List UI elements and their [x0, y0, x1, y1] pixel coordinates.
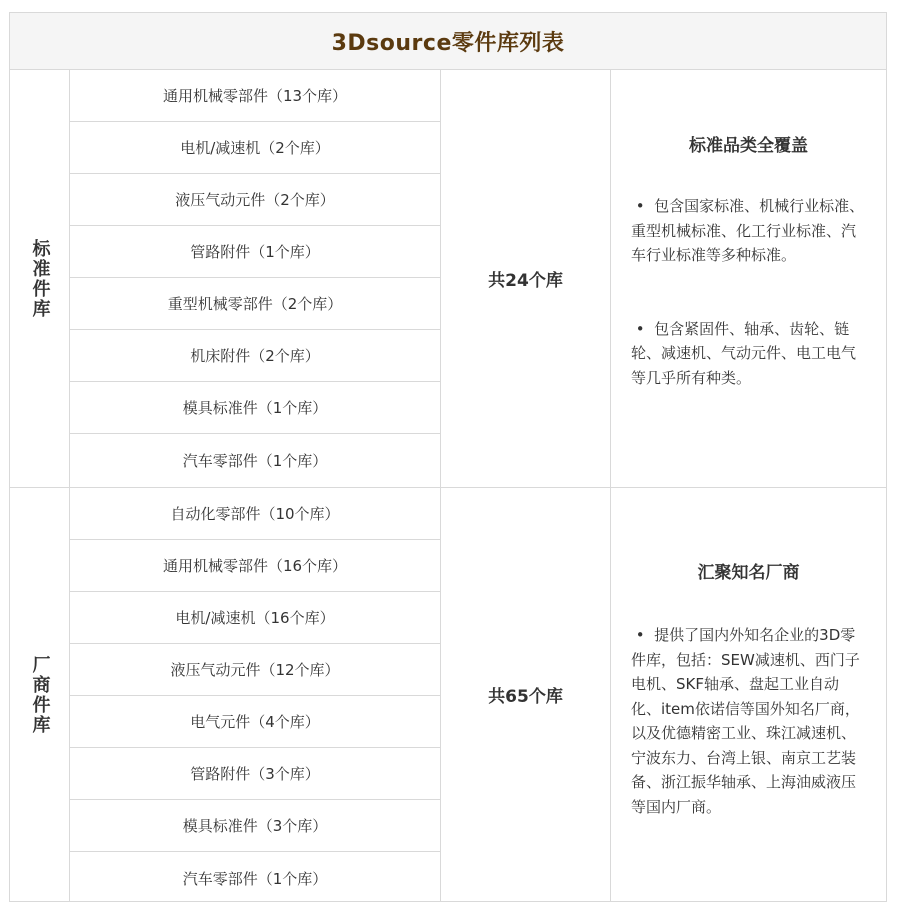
list-item: 通用机械零部件（16个库） [70, 540, 440, 592]
category-cell-vendor [10, 488, 70, 901]
total-cell-standard [441, 70, 611, 487]
category-label: 厂商件库 [29, 654, 51, 735]
list-item: 重型机械零部件（2个库） [70, 278, 440, 330]
list-item: 通用机械零部件（13个库） [70, 70, 440, 122]
list-item: 管路附件（1个库） [70, 226, 440, 278]
item-list-vendor [70, 488, 441, 901]
category-label: 标准件库 [29, 238, 51, 319]
description-cell-standard [611, 70, 886, 487]
description-heading: 标准品类全覆盖 [689, 136, 808, 156]
list-item: 电气元件（4个库） [70, 696, 440, 748]
list-item: 液压气动元件（12个库） [70, 644, 440, 696]
list-item: 液压气动元件（2个库） [70, 174, 440, 226]
table-title: 3Dsource零件库列表 [331, 30, 565, 56]
list-item: 管路附件（3个库） [70, 748, 440, 800]
total-count: 共65个库 [488, 687, 563, 707]
description-bullet: • 包含国家标准、机械行业标准、重型机械标准、化工行业标准、汽车行业标准等多种标准。 [631, 197, 865, 264]
list-item: 电机/减速机（2个库） [70, 122, 440, 174]
parts-library-table [9, 12, 887, 902]
description-cell-vendor [611, 488, 886, 901]
total-cell-vendor [441, 488, 611, 901]
description-bullet: • 提供了国内外知名企业的3D零件库，包括：SEW减速机、西门子电机、SKF轴承、盘起工业自动化、item依诺信等国外知名厂商，以及优德精密工业、珠江减速机、宁波东力、台湾上银、南京工艺装备、浙江振华轴承、上海油威液压等国内厂商。 [631, 626, 860, 816]
table-title-bar [10, 13, 886, 70]
list-item: 模具标准件（1个库） [70, 382, 440, 434]
description-bullet: • 包含紧固件、轴承、齿轮、链轮、减速机、气动元件、电工电气等几乎所有种类。 [631, 319, 857, 387]
category-cell-standard [10, 70, 70, 487]
list-item: 汽车零部件（1个库） [182, 869, 328, 888]
list-item: 机床附件（2个库） [70, 330, 440, 382]
list-item: 电机/减速机（16个库） [70, 592, 440, 644]
list-item: 汽车零部件（1个库） [182, 451, 328, 470]
total-count: 共24个库 [488, 271, 563, 291]
description-heading: 汇聚知名厂商 [697, 563, 800, 583]
list-item: 模具标准件（3个库） [70, 800, 440, 852]
item-list-standard [70, 70, 441, 487]
list-item: 自动化零部件（10个库） [70, 488, 440, 540]
